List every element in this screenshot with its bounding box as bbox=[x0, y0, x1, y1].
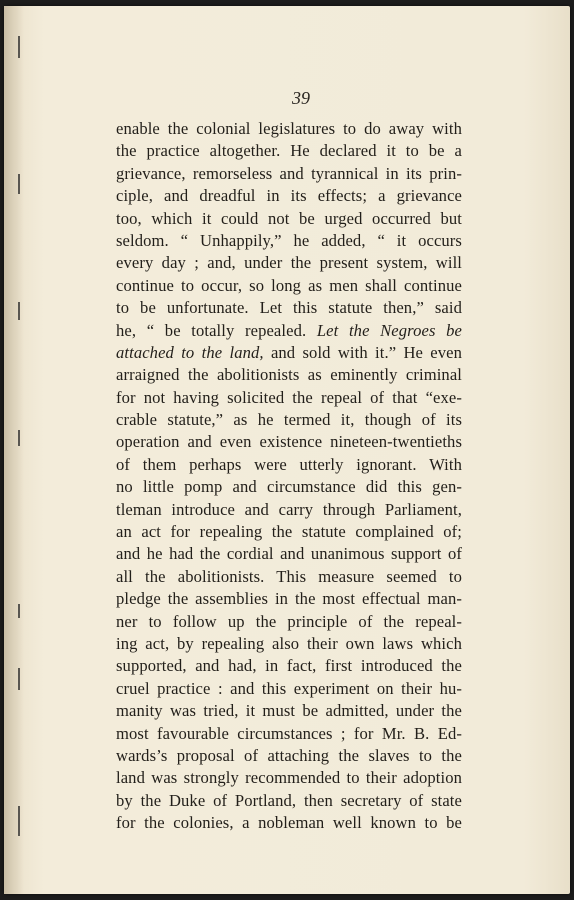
gutter-mark bbox=[18, 302, 20, 320]
gutter-mark bbox=[18, 36, 20, 58]
italic-fragment: attached to the land, bbox=[116, 342, 264, 362]
text-line: pledge the assemblies in the most effectual man- bbox=[116, 589, 462, 609]
text-line: all the abolitionists. This measure seemed to bbox=[116, 566, 462, 586]
text-line: operation and even existence nineteen-twentieths bbox=[116, 432, 462, 452]
text-line: by the Duke of Portland, then secretary of state bbox=[116, 790, 462, 810]
text-line: crable statute,” as he termed it, though of its bbox=[116, 410, 462, 430]
text-line: land was strongly recommended to their adoption bbox=[116, 768, 462, 788]
gutter-mark bbox=[18, 174, 20, 194]
text-line-mixed bbox=[116, 320, 462, 342]
book-page bbox=[4, 6, 570, 894]
text-line: ciple, and dreadful in its effects; a grievance bbox=[116, 186, 462, 206]
text-fragment: he, “ be totally repealed. bbox=[116, 320, 307, 340]
text-line: supported, and had, in fact, first introduced the bbox=[116, 656, 462, 676]
gutter-mark bbox=[18, 604, 20, 618]
text-line: to be unfortunate. Let this statute then,” said bbox=[116, 298, 462, 318]
text-line: grievance, remorseless and tyrannical in its prin- bbox=[116, 163, 462, 183]
body-text bbox=[116, 118, 462, 835]
gutter-mark bbox=[18, 668, 20, 690]
text-line: wards’s proposal of attaching the slaves to the bbox=[116, 745, 462, 765]
text-line-mixed bbox=[116, 342, 462, 364]
text-line: too, which it could not be urged occurred but bbox=[116, 208, 462, 228]
text-fragment: and sold with it.” He even bbox=[270, 342, 462, 362]
page-number: 39 bbox=[292, 88, 310, 108]
text-line: cruel practice : and this experiment on their hu- bbox=[116, 678, 462, 698]
text-line: enable the colonial legislatures to do away with bbox=[116, 119, 462, 138]
text-line: of them perhaps were utterly ignorant. With bbox=[116, 454, 462, 474]
text-line: continue to occur, so long as men shall continue bbox=[116, 275, 462, 295]
text-line: ner to follow up the principle of the repeal- bbox=[116, 611, 462, 631]
text-line: tleman introduce and carry through Parliament, bbox=[116, 499, 462, 519]
text-line: ing act, by repealing also their own laws which bbox=[116, 633, 462, 653]
gutter-mark bbox=[18, 806, 20, 836]
gutter-mark bbox=[18, 430, 20, 446]
text-line: most favourable circumstances ; for Mr. B. Ed- bbox=[116, 723, 462, 743]
text-line: no little pomp and circumstance did this gen- bbox=[116, 477, 462, 497]
text-line: every day ; and, under the present system, will bbox=[116, 253, 462, 273]
text-line: arraigned the abolitionists as eminently criminal bbox=[116, 365, 462, 385]
text-line: and he had the cordial and unanimous support of bbox=[116, 544, 462, 564]
text-line: for the colonies, a nobleman well known to be bbox=[116, 813, 462, 833]
italic-fragment: Let the Negroes be bbox=[316, 320, 462, 340]
text-line: manity was tried, it must be admitted, under the bbox=[116, 701, 462, 721]
text-line: the practice altogether. He declared it to be a bbox=[116, 141, 462, 161]
text-line: for not having solicited the repeal of that “exe- bbox=[116, 387, 462, 407]
page-gutter bbox=[4, 6, 24, 894]
text-line: an act for repealing the statute complained of; bbox=[116, 522, 462, 542]
text-line: seldom. “ Unhappily,” he added, “ it occurs bbox=[116, 230, 462, 250]
